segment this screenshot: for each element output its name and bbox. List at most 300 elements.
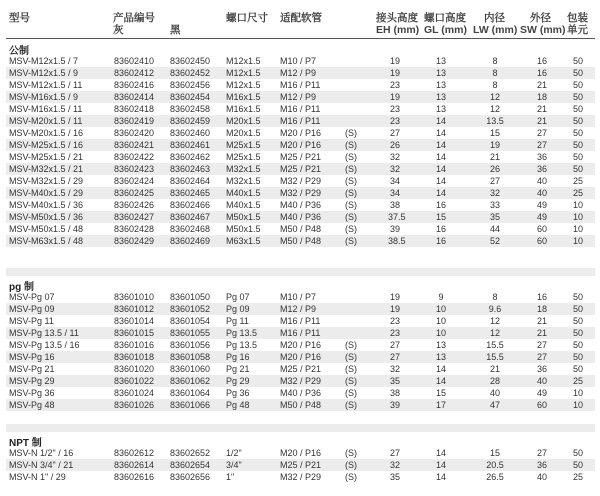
header-model: 型号 bbox=[9, 12, 30, 24]
header-grey: 灰 bbox=[113, 24, 124, 36]
grey-code-cell: 83602426 bbox=[114, 200, 155, 210]
pack-cell: 50 bbox=[572, 316, 583, 326]
hose-cell: M12 / P9 bbox=[280, 304, 317, 314]
table-row bbox=[6, 363, 595, 375]
table-row bbox=[6, 103, 595, 115]
hose-cell: M16 / P11 bbox=[280, 116, 321, 126]
lw-cell: 35 bbox=[489, 212, 500, 222]
pack-cell: 50 bbox=[572, 364, 583, 374]
thread-size-cell: M50x1.5 bbox=[226, 224, 261, 234]
header-lw-unit: LW (mm) bbox=[473, 24, 518, 36]
grey-code-cell: 83602414 bbox=[114, 92, 155, 102]
thread-size-cell: 1" bbox=[226, 472, 235, 482]
gl-cell: 16 bbox=[435, 224, 446, 234]
gl-cell: 14 bbox=[435, 176, 446, 186]
table-row bbox=[6, 115, 595, 127]
hose-cell: M25 / P21 bbox=[280, 152, 322, 162]
table-row bbox=[6, 375, 595, 387]
black-code-cell: 83602465 bbox=[170, 188, 211, 198]
eh-cell: 35 bbox=[389, 376, 400, 386]
s-marker-cell: (S) bbox=[345, 128, 357, 138]
thread-size-cell: Pg 11 bbox=[226, 316, 249, 326]
sw-cell: 36 bbox=[536, 460, 547, 470]
lw-cell: 44 bbox=[489, 224, 500, 234]
thread-size-cell: M12x1.5 bbox=[226, 80, 261, 90]
lw-cell: 15.5 bbox=[486, 352, 504, 362]
lw-cell: 15.5 bbox=[486, 340, 504, 350]
header-black: 黑 bbox=[170, 24, 181, 36]
gl-cell: 16 bbox=[435, 236, 446, 246]
pack-cell: 25 bbox=[572, 188, 583, 198]
hose-cell: M16 / P11 bbox=[280, 328, 321, 338]
lw-cell: 27 bbox=[489, 176, 500, 186]
grey-code-cell: 83602428 bbox=[114, 224, 155, 234]
s-marker-cell: (S) bbox=[345, 340, 357, 350]
black-code-cell: 83601056 bbox=[170, 340, 211, 350]
header-pack-unit: 单元 bbox=[567, 24, 588, 36]
lw-cell: 47 bbox=[489, 400, 500, 410]
table-row bbox=[6, 387, 595, 399]
sw-cell: 21 bbox=[536, 328, 547, 338]
grey-code-cell: 83602427 bbox=[114, 212, 155, 222]
pack-cell: 50 bbox=[572, 352, 583, 362]
model-cell: MSV-Pg 29 bbox=[9, 376, 55, 386]
black-code-cell: 83602458 bbox=[170, 104, 211, 114]
table-row bbox=[6, 447, 595, 459]
gl-cell: 13 bbox=[435, 104, 446, 114]
model-cell: MSV-Pg 07 bbox=[9, 292, 55, 302]
lw-cell: 52 bbox=[489, 236, 500, 246]
model-cell: MSV-Pg 11 bbox=[9, 316, 54, 326]
hose-cell: M40 / P36 bbox=[280, 212, 322, 222]
table-row bbox=[6, 339, 595, 351]
sw-cell: 16 bbox=[536, 292, 547, 302]
sw-cell: 16 bbox=[536, 56, 547, 66]
sw-cell: 36 bbox=[536, 152, 547, 162]
lw-cell: 33 bbox=[489, 200, 500, 210]
sw-cell: 21 bbox=[536, 104, 547, 114]
black-code-cell: 83601064 bbox=[170, 388, 211, 398]
pack-cell: 10 bbox=[572, 200, 583, 210]
pack-cell: 10 bbox=[572, 400, 583, 410]
eh-cell: 19 bbox=[389, 56, 400, 66]
sw-cell: 40 bbox=[536, 472, 547, 482]
pack-cell: 50 bbox=[572, 92, 583, 102]
table-row bbox=[6, 199, 595, 211]
thread-size-cell: M12x1.5 bbox=[226, 68, 261, 78]
pack-cell: 50 bbox=[572, 340, 583, 350]
black-code-cell: 83601054 bbox=[170, 316, 211, 326]
black-code-cell: 83601052 bbox=[170, 304, 211, 314]
pack-cell: 50 bbox=[572, 292, 583, 302]
table-row bbox=[6, 459, 595, 471]
model-cell: MSV-M16x1.5 / 9 bbox=[9, 92, 79, 102]
black-code-cell: 83602654 bbox=[170, 460, 211, 470]
grey-code-cell: 83601010 bbox=[114, 292, 155, 302]
hose-cell: M20 / P16 bbox=[280, 128, 322, 138]
black-code-cell: 83602468 bbox=[170, 224, 211, 234]
lw-cell: 8 bbox=[492, 68, 498, 78]
sw-cell: 40 bbox=[536, 376, 547, 386]
pack-cell: 25 bbox=[572, 472, 583, 482]
sw-cell: 49 bbox=[536, 200, 547, 210]
model-cell: MSV-N 3/4" / 21 bbox=[9, 460, 74, 470]
table-row bbox=[6, 211, 595, 223]
sw-cell: 27 bbox=[536, 352, 547, 362]
lw-cell: 20.5 bbox=[486, 460, 504, 470]
black-code-cell: 83601058 bbox=[170, 352, 211, 362]
section-spacer bbox=[6, 268, 595, 276]
hose-cell: M32 / P29 bbox=[280, 188, 322, 198]
grey-code-cell: 83601026 bbox=[114, 400, 155, 410]
pack-cell: 50 bbox=[572, 68, 583, 78]
model-cell: MSV-M12x1.5 / 9 bbox=[9, 68, 79, 78]
hose-cell: M25 / P21 bbox=[280, 164, 322, 174]
lw-cell: 28 bbox=[489, 376, 500, 386]
table-row bbox=[6, 327, 595, 339]
black-code-cell: 83602656 bbox=[170, 472, 211, 482]
header-eh-label: 接头高度 bbox=[376, 12, 418, 24]
gl-cell: 14 bbox=[435, 472, 446, 482]
thread-size-cell: M16x1.5 bbox=[226, 104, 261, 114]
sw-cell: 16 bbox=[536, 68, 547, 78]
pack-cell: 50 bbox=[572, 328, 583, 338]
lw-cell: 26.5 bbox=[486, 472, 504, 482]
grey-code-cell: 83602423 bbox=[114, 164, 155, 174]
eh-cell: 39 bbox=[389, 224, 400, 234]
gl-cell: 14 bbox=[435, 364, 446, 374]
section-spacer bbox=[6, 424, 595, 432]
pack-cell: 50 bbox=[572, 116, 583, 126]
eh-cell: 37.5 bbox=[388, 212, 406, 222]
grey-code-cell: 83602425 bbox=[114, 188, 155, 198]
thread-size-cell: M40x1.5 bbox=[226, 188, 261, 198]
thread-size-cell: M16x1.5 bbox=[226, 92, 261, 102]
black-code-cell: 83602652 bbox=[170, 448, 211, 458]
grey-code-cell: 83601022 bbox=[114, 376, 155, 386]
black-code-cell: 83602466 bbox=[170, 200, 211, 210]
lw-cell: 15 bbox=[489, 128, 500, 138]
eh-cell: 32 bbox=[389, 152, 400, 162]
grey-code-cell: 83601020 bbox=[114, 364, 155, 374]
eh-cell: 26 bbox=[389, 140, 400, 150]
pack-cell: 50 bbox=[572, 460, 583, 470]
black-code-cell: 83601050 bbox=[170, 292, 211, 302]
eh-cell: 27 bbox=[389, 352, 400, 362]
gl-cell: 14 bbox=[435, 152, 446, 162]
thread-size-cell: 1/2" bbox=[226, 448, 242, 458]
grey-code-cell: 83602410 bbox=[114, 56, 155, 66]
grey-code-cell: 83602614 bbox=[114, 460, 155, 470]
header-thread: 螺口尺寸 bbox=[226, 12, 268, 24]
model-cell: MSV-Pg 09 bbox=[9, 304, 55, 314]
model-cell: MSV-M32x1.5 / 21 bbox=[9, 164, 84, 174]
gl-cell: 14 bbox=[435, 140, 446, 150]
lw-cell: 8 bbox=[492, 80, 498, 90]
model-cell: MSV-M63x1.5 / 48 bbox=[9, 236, 84, 246]
hose-cell: M32 / P29 bbox=[280, 472, 322, 482]
pack-cell: 10 bbox=[572, 388, 583, 398]
gl-cell: 14 bbox=[435, 116, 446, 126]
gl-cell: 13 bbox=[435, 92, 446, 102]
section-title: NPT 制 bbox=[9, 438, 42, 449]
lw-cell: 21 bbox=[489, 152, 500, 162]
hose-cell: M16 / P11 bbox=[280, 316, 321, 326]
hose-cell: M10 / P7 bbox=[280, 292, 317, 302]
black-code-cell: 83602461 bbox=[170, 140, 211, 150]
lw-cell: 12 bbox=[489, 92, 500, 102]
grey-code-cell: 83602416 bbox=[114, 80, 155, 90]
model-cell: MSV-M50x1.5 / 48 bbox=[9, 224, 84, 234]
s-marker-cell: (S) bbox=[345, 176, 357, 186]
lw-cell: 15 bbox=[489, 448, 500, 458]
hose-cell: M50 / P48 bbox=[280, 236, 322, 246]
model-cell: MSV-Pg 48 bbox=[9, 400, 55, 410]
thread-size-cell: 3/4" bbox=[226, 460, 242, 470]
hose-cell: M50 / P48 bbox=[280, 224, 322, 234]
model-cell: MSV-N 1/2" / 16 bbox=[9, 448, 74, 458]
eh-cell: 32 bbox=[389, 460, 400, 470]
s-marker-cell: (S) bbox=[345, 376, 357, 386]
gl-cell: 13 bbox=[435, 56, 446, 66]
eh-cell: 39 bbox=[389, 400, 400, 410]
sw-cell: 27 bbox=[536, 128, 547, 138]
thread-size-cell: M20x1.5 bbox=[226, 116, 261, 126]
section-title: pg 制 bbox=[9, 282, 34, 293]
hose-cell: M32 / P29 bbox=[280, 176, 322, 186]
eh-cell: 27 bbox=[389, 128, 400, 138]
thread-size-cell: Pg 36 bbox=[226, 388, 250, 398]
gl-cell: 13 bbox=[435, 340, 446, 350]
black-code-cell: 83601060 bbox=[170, 364, 211, 374]
model-cell: MSV-M12x1.5 / 11 bbox=[9, 80, 83, 90]
hose-cell: M25 / P21 bbox=[280, 364, 322, 374]
grey-code-cell: 83602412 bbox=[114, 68, 155, 78]
pack-cell: 50 bbox=[572, 56, 583, 66]
table-row bbox=[6, 163, 595, 175]
thread-size-cell: Pg 07 bbox=[226, 292, 250, 302]
s-marker-cell: (S) bbox=[345, 212, 357, 222]
eh-cell: 19 bbox=[389, 92, 400, 102]
gl-cell: 13 bbox=[435, 80, 446, 90]
model-cell: MSV-M40x1.5 / 29 bbox=[9, 188, 84, 198]
pack-cell: 50 bbox=[572, 140, 583, 150]
lw-cell: 12 bbox=[489, 104, 500, 114]
eh-cell: 23 bbox=[389, 328, 400, 338]
lw-cell: 13.5 bbox=[486, 116, 504, 126]
grey-code-cell: 83601018 bbox=[114, 352, 155, 362]
eh-cell: 23 bbox=[389, 104, 400, 114]
lw-cell: 40 bbox=[489, 388, 500, 398]
sw-cell: 60 bbox=[536, 236, 547, 246]
hose-cell: M40 / P36 bbox=[280, 388, 322, 398]
model-cell: MSV-Pg 16 bbox=[9, 352, 55, 362]
hose-cell: M12 / P9 bbox=[280, 92, 317, 102]
thread-size-cell: M63x1.5 bbox=[226, 236, 261, 246]
hose-cell: M16 / P11 bbox=[280, 80, 321, 90]
lw-cell: 9.6 bbox=[488, 304, 502, 314]
grey-code-cell: 83602422 bbox=[114, 152, 155, 162]
table-row bbox=[6, 471, 595, 483]
table-row bbox=[6, 399, 595, 411]
header-eh-unit: EH (mm) bbox=[376, 24, 420, 36]
hose-cell: M25 / P21 bbox=[280, 460, 322, 470]
model-cell: MSV-M32x1.5 / 29 bbox=[9, 176, 84, 186]
sw-cell: 21 bbox=[536, 80, 547, 90]
thread-size-cell: Pg 13.5 bbox=[226, 340, 258, 350]
table-row bbox=[6, 351, 595, 363]
s-marker-cell: (S) bbox=[345, 352, 357, 362]
gl-cell: 14 bbox=[435, 376, 446, 386]
thread-size-cell: M50x1.5 bbox=[226, 212, 261, 222]
table-row bbox=[6, 235, 595, 247]
grey-code-cell: 83602616 bbox=[114, 472, 155, 482]
grey-code-cell: 83601014 bbox=[114, 316, 155, 326]
thread-size-cell: M32x1.5 bbox=[226, 176, 261, 186]
gl-cell: 14 bbox=[435, 164, 446, 174]
eh-cell: 38 bbox=[389, 200, 400, 210]
eh-cell: 35 bbox=[389, 472, 400, 482]
model-cell: MSV-N 1" / 29 bbox=[9, 472, 66, 482]
thread-size-cell: M12x1.5 bbox=[226, 56, 261, 66]
s-marker-cell: (S) bbox=[345, 388, 357, 398]
gl-cell: 14 bbox=[435, 128, 446, 138]
eh-cell: 23 bbox=[389, 80, 400, 90]
lw-cell: 26 bbox=[489, 164, 500, 174]
thread-size-cell: Pg 29 bbox=[226, 376, 250, 386]
black-code-cell: 83602460 bbox=[170, 128, 211, 138]
sw-cell: 18 bbox=[536, 92, 547, 102]
gl-cell: 17 bbox=[435, 400, 446, 410]
gl-cell: 15 bbox=[435, 212, 446, 222]
pack-cell: 50 bbox=[572, 448, 583, 458]
gl-cell: 14 bbox=[435, 448, 446, 458]
thread-size-cell: Pg 21 bbox=[226, 364, 250, 374]
black-code-cell: 83602467 bbox=[170, 212, 211, 222]
gl-cell: 10 bbox=[435, 328, 446, 338]
header-code: 产品编号 bbox=[113, 12, 155, 24]
model-cell: MSV-M25x1.5 / 16 bbox=[9, 140, 84, 150]
s-marker-cell: (S) bbox=[345, 236, 357, 246]
table-row bbox=[6, 139, 595, 151]
grey-code-cell: 83601016 bbox=[114, 340, 155, 350]
black-code-cell: 83602456 bbox=[170, 80, 211, 90]
hose-cell: M12 / P9 bbox=[280, 68, 317, 78]
pack-cell: 25 bbox=[572, 376, 583, 386]
s-marker-cell: (S) bbox=[345, 224, 357, 234]
sw-cell: 21 bbox=[536, 316, 547, 326]
pack-cell: 50 bbox=[572, 164, 583, 174]
black-code-cell: 83601066 bbox=[170, 400, 211, 410]
gl-cell: 13 bbox=[435, 68, 446, 78]
header-lw-label: 内径 bbox=[484, 12, 505, 24]
gl-cell: 15 bbox=[435, 388, 446, 398]
grey-code-cell: 83602612 bbox=[114, 448, 155, 458]
black-code-cell: 83602469 bbox=[170, 236, 211, 246]
s-marker-cell: (S) bbox=[345, 140, 357, 150]
section-title: 公制 bbox=[9, 46, 29, 57]
eh-cell: 27 bbox=[389, 448, 400, 458]
table-row bbox=[6, 151, 595, 163]
lw-cell: 19 bbox=[489, 140, 500, 150]
sw-cell: 36 bbox=[536, 164, 547, 174]
model-cell: MSV-Pg 21 bbox=[9, 364, 55, 374]
model-cell: MSV-M20x1.5 / 11 bbox=[9, 116, 83, 126]
s-marker-cell: (S) bbox=[345, 164, 357, 174]
lw-cell: 8 bbox=[492, 56, 498, 66]
model-cell: MSV-Pg 36 bbox=[9, 388, 55, 398]
black-code-cell: 83602459 bbox=[170, 116, 211, 126]
gl-cell: 14 bbox=[435, 188, 446, 198]
thread-size-cell: Pg 16 bbox=[226, 352, 250, 362]
sw-cell: 27 bbox=[536, 140, 547, 150]
gl-cell: 14 bbox=[435, 460, 446, 470]
s-marker-cell: (S) bbox=[345, 152, 357, 162]
s-marker-cell: (S) bbox=[345, 400, 357, 410]
eh-cell: 38 bbox=[389, 388, 400, 398]
pack-cell: 50 bbox=[572, 104, 583, 114]
table-row bbox=[6, 223, 595, 235]
eh-cell: 23 bbox=[389, 316, 400, 326]
thread-size-cell: M40x1.5 bbox=[226, 200, 261, 210]
black-code-cell: 83602463 bbox=[170, 164, 211, 174]
eh-cell: 38.5 bbox=[388, 236, 406, 246]
hose-cell: M40 / P36 bbox=[280, 200, 322, 210]
s-marker-cell: (S) bbox=[345, 188, 357, 198]
gl-cell: 13 bbox=[435, 352, 446, 362]
eh-cell: 32 bbox=[389, 164, 400, 174]
hose-cell: M16 / P11 bbox=[280, 104, 321, 114]
model-cell: MSV-M25x1.5 / 21 bbox=[9, 152, 84, 162]
sw-cell: 60 bbox=[536, 400, 547, 410]
eh-cell: 23 bbox=[389, 116, 400, 126]
model-cell: MSV-M20x1.5 / 16 bbox=[9, 128, 84, 138]
black-code-cell: 83602464 bbox=[170, 176, 211, 186]
s-marker-cell: (S) bbox=[345, 200, 357, 210]
thread-size-cell: M25x1.5 bbox=[226, 140, 261, 150]
eh-cell: 19 bbox=[389, 292, 400, 302]
table-row bbox=[6, 67, 595, 79]
hose-cell: M32 / P29 bbox=[280, 376, 322, 386]
hose-cell: M20 / P16 bbox=[280, 140, 322, 150]
pack-cell: 50 bbox=[572, 152, 583, 162]
grey-code-cell: 83601024 bbox=[114, 388, 155, 398]
lw-cell: 21 bbox=[489, 364, 500, 374]
thread-size-cell: Pg 09 bbox=[226, 304, 250, 314]
black-code-cell: 83602462 bbox=[170, 152, 211, 162]
grey-code-cell: 83601015 bbox=[114, 328, 155, 338]
hose-cell: M50 / P48 bbox=[280, 400, 322, 410]
thread-size-cell: Pg 48 bbox=[226, 400, 250, 410]
grey-code-cell: 83602421 bbox=[114, 140, 155, 150]
grey-code-cell: 83602418 bbox=[114, 104, 155, 114]
pack-cell: 10 bbox=[572, 224, 583, 234]
gl-cell: 9 bbox=[438, 292, 444, 302]
gl-cell: 10 bbox=[435, 304, 446, 314]
grey-code-cell: 83602424 bbox=[114, 176, 155, 186]
model-cell: MSV-M50x1.5 / 36 bbox=[9, 212, 84, 222]
pack-cell: 50 bbox=[572, 128, 583, 138]
model-cell: MSV-Pg 13.5 / 16 bbox=[9, 340, 80, 350]
pack-cell: 10 bbox=[572, 236, 583, 246]
s-marker-cell: (S) bbox=[345, 472, 357, 482]
s-marker-cell: (S) bbox=[345, 448, 357, 458]
pack-cell: 50 bbox=[572, 304, 583, 314]
gl-cell: 10 bbox=[435, 316, 446, 326]
black-code-cell: 83602454 bbox=[170, 92, 211, 102]
model-cell: MSV-M12x1.5 / 7 bbox=[9, 56, 79, 66]
eh-cell: 19 bbox=[389, 68, 400, 78]
